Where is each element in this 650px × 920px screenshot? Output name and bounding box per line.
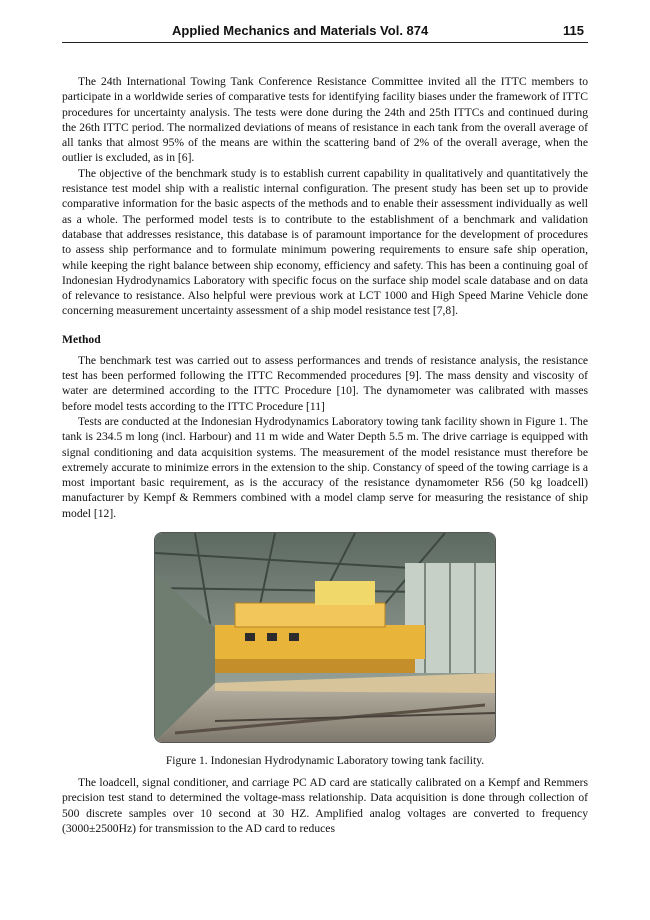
- intro-paragraph: The objective of the benchmark study is to establish current capability in qualitatively and quantitatively the resistance test model ship with a realistic internal configuration. The present study has been set up to provide comparative information for the basic aspects of the methods and to enable their assessment individually as well as a whole. The performed model tests is to contribute to the establishment of a benchmark and validation database that addresses resistance, this database is of paramount importance for the development of procedures to assess ship performance and to formulate minimum powering requirements to ensure safe ship operation, while keeping the right balance between ship economy, efficiency and safety. This has been a continuing goal of Indonesian Hydrodynamics Laboratory with specific focus on the surface ship model scale database and on data of relevance to resistance. Also helpful were previous work at LCT 1000 and High Speed Marine Vehicle done concerning measurement uncertainty assessment of a ship model resistance test [7,8].: [62, 166, 588, 318]
- page-number: 115: [563, 23, 584, 38]
- intro-paragraph: The 24th International Towing Tank Conference Resistance Committee invited all the ITTC members to participate in a worldwide series of comparative tests for identifying facility biases under the framework of ITTC procedures for uncertainty analysis. The tests were done during the 24th and 25th ITTCs and continued during the 26th ITTC period. The normalized deviations of means of resistance in each tank from the overall average of all tanks that almost 95% of the means are within the scattering band of 2% of the overall average, when the outlier is excluded, as in [6].: [62, 75, 588, 165]
- running-header: [62, 20, 588, 43]
- towing-tank-photo: [154, 532, 496, 743]
- towing-tank-illustration: [155, 533, 495, 742]
- method-paragraph: Tests are conducted at the Indonesian Hydrodynamics Laboratory towing tank facility shown in Figure 1. The tank is 234.5 m long (incl. Harbour) and 11 m wide and Water Depth 5.5 m. The drive carriage is equipped with signal conditioning and data acquisition systems. The measurement of the model resistance must therefore be extremely accurate to minimize errors in the extension to the ship. Constancy of speed of the towing carriage is a most important basic requirement, as is the accuracy of the resistance dynamometer R56 (50 kg loadcell) manufacturer by Kempf & Remmers combined with a model clamp serve for measuring the resistance of ship model [12].: [62, 414, 588, 520]
- figure-caption: Figure 1. Indonesian Hydrodynamic Laboratory towing tank facility.: [165, 754, 485, 768]
- method-paragraph: The benchmark test was carried out to assess performances and trends of resistance analysis, the resistance test has been performed following the ITTC Recommended procedures [9]. The mass density and viscosity of water are determined according to the ITTC Procedure [10]. The dynamometer was calibrated with masses before model tests according to the ITTC Procedure [11]: [62, 353, 588, 413]
- closing-paragraph: The loadcell, signal conditioner, and carriage PC AD card are statically calibrated on a Kempf and Remmers precision test stand to determined the voltage-mass relationship. Data acquisition is done through collection of 500 discrete samples over 10 second at 30 HZ. Amplified analog voltages are converted to frequency (3000±2500Hz) for transmission to the AD card to reduces: [62, 776, 588, 835]
- journal-title: Applied Mechanics and Materials Vol. 874: [172, 23, 429, 38]
- page-body: [62, 74, 588, 836]
- section-heading-method: Method: [62, 332, 101, 346]
